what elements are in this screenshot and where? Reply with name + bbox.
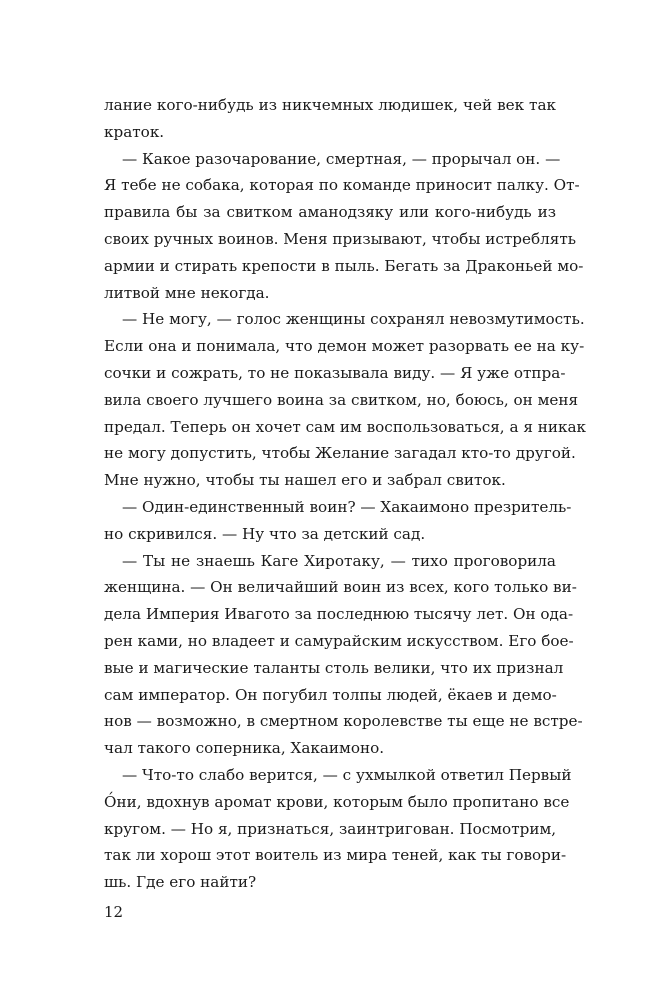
text-line: предал. Теперь он хочет сам им воспользоваться, а я никак — [104, 417, 587, 436]
text-line: сочки и сожрать, то не показывала виду. — Я уже отпра- — [104, 363, 566, 382]
text-line: но скривился. — Ну что за детский сад. — [104, 524, 426, 543]
body-text — [104, 92, 587, 896]
text-line: Мне нужно, чтобы ты нашел его и забрал свиток. — [104, 471, 506, 490]
text-line: — Какое разочарование, смертная, — прорычал он. — — [122, 149, 561, 168]
paragraph — [104, 306, 587, 494]
paragraph — [104, 146, 584, 307]
text-line: — Ты не знаешь Каге Хиротаку, — тихо проговорила — [122, 551, 556, 570]
text-line: женщина. — Он величайший воин из всех, кого только ви- — [104, 578, 577, 597]
text-line: краток. — [104, 122, 165, 141]
paragraph — [104, 762, 572, 896]
text-line: шь. Где его найти? — [104, 873, 257, 892]
text-line: так ли хорош этот воитель из мира теней, как ты говори- — [104, 846, 567, 865]
text-line: правила бы за свитком аманодзяку или кого-нибудь из — [104, 203, 556, 222]
text-line: нов — возможно, в смертном королевстве ты еще не встре- — [104, 712, 583, 731]
text-line: — Один-единственный воин? — Хакаимоно презритель- — [122, 497, 572, 516]
text-line: не могу допустить, чтобы Желание загадал кто-то другой. — [104, 444, 576, 463]
text-line: своих ручных воинов. Меня призывают, чтобы истреблять — [104, 229, 577, 248]
text-line: дела Империя Ивагото за последнюю тысячу лет. Он ода- — [104, 605, 574, 624]
text-line: вила своего лучшего воина за свитком, но, боюсь, он меня — [104, 390, 579, 409]
text-line: сам император. Он погубил толпы людей, ёкаев и демо- — [104, 685, 557, 704]
paragraph — [104, 494, 572, 548]
text-line: — Не могу, — голос женщины сохранял невозмутимость. — [122, 310, 585, 329]
text-line: О́ни, вдохнув аромат крови, которым было пропитано все — [104, 792, 570, 811]
text-line: Если она и понимала, что демон может разорвать ее на ку- — [104, 337, 585, 356]
page-number: 12 — [104, 903, 124, 921]
paragraph — [104, 548, 583, 762]
text-line: кругом. — Но я, признаться, заинтригован. Посмотрим, — [104, 819, 557, 838]
text-line: армии и стирать крепости в пыль. Бегать за Драконьей мо- — [104, 256, 584, 275]
text-line: рен ками, но владеет и самурайским искусством. Его бое- — [104, 631, 574, 650]
text-line: лание кого-нибудь из никчемных людишек, чей век так — [104, 96, 556, 114]
text-line: вые и магические таланты столь велики, что их признал — [104, 658, 564, 677]
paragraph — [104, 92, 556, 146]
text-line: литвой мне некогда. — [104, 283, 270, 302]
text-line: — Что-то слабо верится, — с ухмылкой ответил Первый — [122, 765, 572, 784]
text-line: Я тебе не собака, которая по команде приносит палку. От- — [104, 176, 580, 195]
text-line: чал такого соперника, Хакаимоно. — [104, 739, 385, 758]
